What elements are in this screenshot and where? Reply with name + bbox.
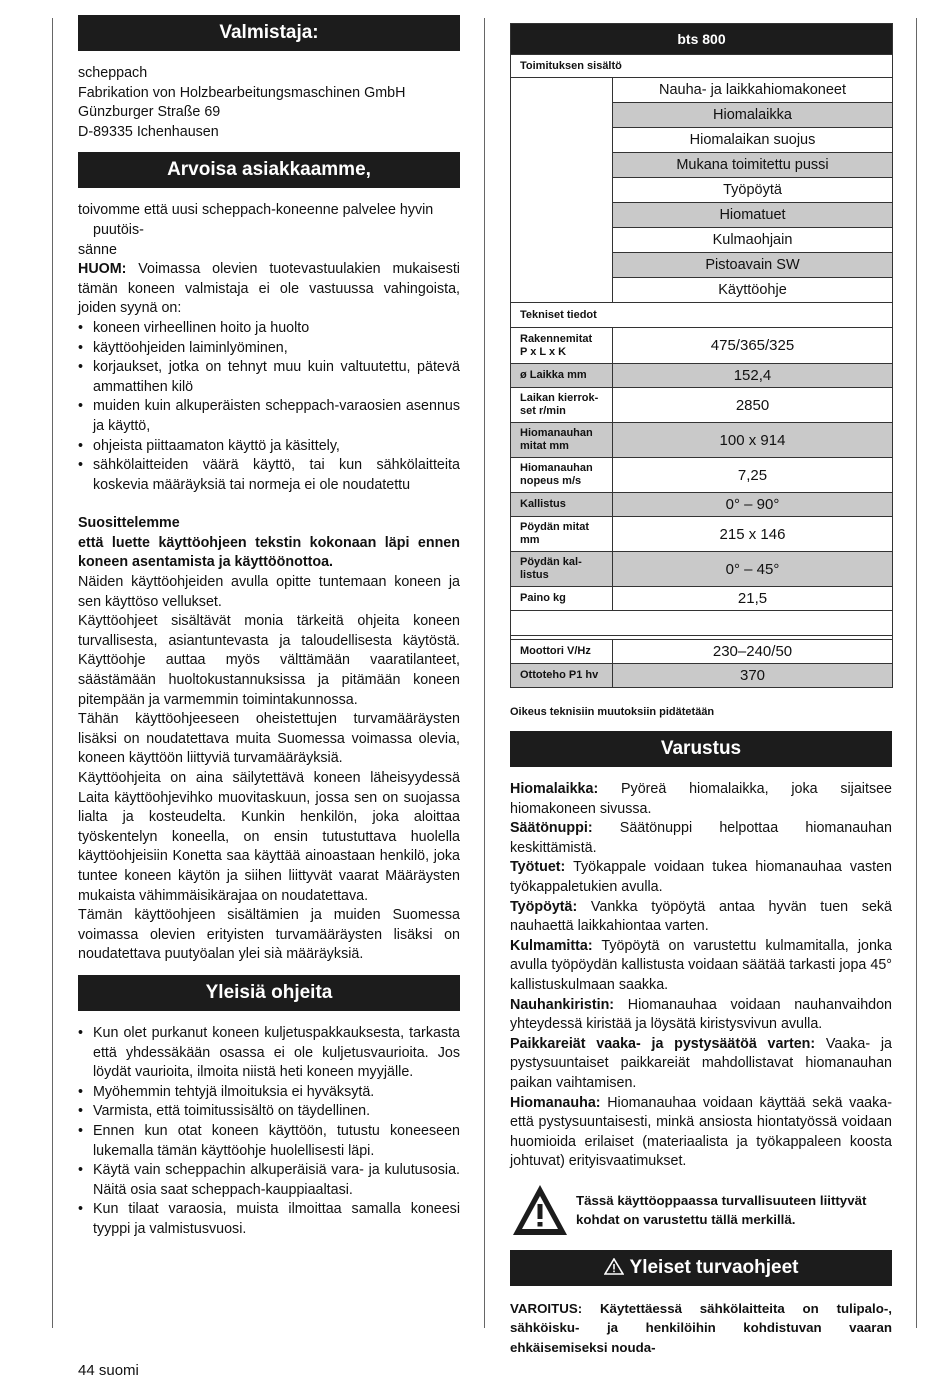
equipment-item: Työtuet: Työkappale voidaan tukea hiomanauhaa vasten työkappaletukien avulla. [510,859,892,895]
delivery-item: Työpöytä [613,178,893,203]
spec-value: 152,4 [613,364,893,388]
spec-value: 0° – 45° [613,552,893,587]
general-heading: Yleisiä ohjeita [78,975,460,1011]
spec-table [510,23,893,688]
paragraph: Näiden käyttöohjeiden avulla opitte tuntemaan koneen ja sen käyttöso vellukset. [78,574,460,610]
paragraph: Käyttöohjeet sisältävät monia tärkeitä ohjeita koneen turvallisesta, asiantuntevasta ja taloudellisesta käytöstä. Käyttöohje auttaa myös välttämään vaaratilanteet, säästämään huoltokustannuksissa ja pitämään koneen pitempään ja varmemmin toimintakunnossa. [78,613,460,708]
delivery-item: Nauha- ja laikkahiomakoneet [613,78,893,103]
recommend-title: Suosittelemme [78,515,180,532]
spec-value: 370 [613,664,893,688]
delivery-item: Käyttöohje [613,278,893,303]
intro-line: toivomme että uusi scheppach-koneenne palvelee hyvin [78,202,434,219]
list-item: • käyttöohjeiden laiminlyöminen, [78,339,460,359]
equipment-item: Työpöytä: Vankka työpöytä antaa hyvän tuen sekä nauhaettä laikkahiontaa varten. [510,898,892,935]
equipment-item: Säätönuppi: Säätönuppi helpottaa hiomanauhan keskittämistä. [510,820,892,856]
delivery-item: Hiomalaikan suojus [613,128,893,153]
paragraph: Tämän käyttöohjeen sisältämien ja muiden Suomessa voimassa olevien erityisten turvamääräysten lisäksi on noudatettava puutyöalan ylei sià määräyksiä. [78,907,460,963]
warning-small-icon [604,1258,624,1275]
delivery-item: Mukana toimitettu pussi [613,153,893,178]
list-item: • korjaukset, jotka on tehnyt muu kuin valtuutettu, pätevä ammattihen kilö [78,358,460,397]
delivery-label: Toimituksen sisältö [511,55,893,78]
delivery-blank-cell [511,78,613,303]
safety-heading [510,1250,892,1286]
address-line: D-89335 Ichenhausen [78,123,219,140]
paragraph: Käyttöohjeita on aina säilytettävä koneen läheisyydessä Laita käyttöohjevihko muovitaskuun, jossa sen on suojassa lialta ja kosteudelta. Kunkin henkilön, joka aloittaa työskentelyn koneella, on ensin tutustuttava huolella käyttöohjeisiin Konetta saa käyttää ainoastaan henkilö, joka tuntee koneen käytön ja siihen liittyvät vaarat Määräysten mukaista vähimmäisikärajaa on noudatettava. [78,770,460,904]
safety-heading-text: Yleiset turvaohjeet [629,1256,799,1278]
right-column [510,23,892,1358]
note-text: Voimassa olevien tuotevastuulakien mukaisesti tämän koneen valmistaja ei ole vastuussa vahingoista, joiden syynä on: [78,261,460,317]
spec-value: 475/365/325 [613,328,893,364]
list-item: • Varmista, että toimitussisältö on täydellinen. [78,1102,460,1122]
spec-value: 21,5 [613,587,893,611]
customer-section [78,201,460,965]
spec-value: 230–240/50 [613,640,893,664]
warning-note [510,1182,892,1238]
address-line: Fabrikation von Holzbearbeitungsmaschinen GmbH [78,84,406,101]
equipment-item: Hiomalaikka: Pyöreä hiomalaikka, joka sijaitsee hiomakoneen sivussa. [510,781,892,817]
list-item: • koneen virheellinen hoito ja huolto [78,319,460,339]
left-margin-rule [52,18,53,1328]
paragraph: Tähän käyttöohjeeseen oheistettujen turvamääräysten lisäksi on noudatettava muita Suomessa voimassa olevia, koneen käyttöön liittyviä turvamääräyksiä. [78,711,460,767]
list-item: • muiden kuin alkuperäisten scheppach-varaosien asennus ja käyttö, [78,397,460,436]
recommend-text: että luette käyttöohjeen tekstin kokonaan läpi ennen koneen asentamista ja käyttöönottoa. [78,534,460,571]
spec-label: Hiomanauhan nopeus m/s [511,458,613,493]
intro-line: sänne [78,241,117,258]
manufacturer-heading: Valmistaja: [78,15,460,51]
equipment-section [510,780,892,1172]
address-line: scheppach [78,65,148,81]
list-item: • Kun olet purkanut koneen kuljetuspakkauksesta, tarkasta että yhdessäkään osassa ei ole kuljetusvaurioita. Jos löydät vaurioita, ilmoita niistä heti koneen myyjälle. [78,1024,460,1083]
intro-line: puutöis- [93,221,144,238]
list-item: • Myöhemmin tehtyjä ilmoituksia ei hyväksytä. [78,1083,460,1103]
spec-label: ø Laikka mm [511,364,613,388]
spec-value: 215 x 146 [613,517,893,552]
spec-label: Hiomanauhan mitat mm [511,423,613,458]
spec-value: 7,25 [613,458,893,493]
spec-footnote: Oikeus teknisiin muutoksiin pidätetään [510,706,715,718]
liability-list [78,319,460,495]
spec-label: Paino kg [511,587,613,611]
page-number: 44 suomi [78,1362,139,1379]
spec-label: Laikan kierrok- set r/min [511,388,613,423]
spec-label: Moottori V/Hz [511,640,613,664]
list-item: • Käytä vain scheppachin alkuperäisiä vara- ja kulutusosia. Näitä osia saat scheppach-kauppiaaltasi. [78,1161,460,1200]
spec-label: Pöydän mitat mm [511,517,613,552]
delivery-item: Hiomatuet [613,203,893,228]
delivery-item: Hiomalaikka [613,103,893,128]
right-margin-rule [916,18,917,1328]
spec-label: Pöydän kal- listus [511,552,613,587]
center-rule [484,18,485,1328]
spec-value: 2850 [613,388,893,423]
note-label: HUOM: [78,261,127,278]
general-list [78,1024,460,1240]
spec-label: Ottoteho P1 hv [511,664,613,688]
equipment-item: Kulmamitta: Työpöytä on varustettu kulmamitalla, jonka avulla työpöydän kallistusta voidaan säätää tarkasti jopa 45° kallistuskulmaan saakka. [510,937,892,993]
equipment-item: Hiomanauha: Hiomanauhaa voidaan käyttää sekä vaaka- että pystysuuntaisesti, minkä ansiosta hiontatyössä voidaan huomioida erilaiset (materiaalista ja työkappaleen koosta johtuvat) erityisvaatimukset. [510,1094,892,1170]
warning-triangle-icon [510,1182,570,1238]
equipment-heading: Varustus [510,731,892,767]
spec-label: Kallistus [511,493,613,517]
list-item: • sähkölaitteiden väärä käyttö, tai kun sähkölaitteita koskevia määräyksiä tai normeja ei ole noudatettu [78,456,460,495]
left-column [78,15,460,1239]
manufacturer-address [78,64,460,142]
equipment-item: Paikkareiät vaaka- ja pystysäätöä varten: Vaaka- ja pystysuuntaiset paikkareiät mahdollistavat hiomanauhan paikan vaihtamisen. [510,1035,892,1091]
delivery-item: Pistoavain SW [613,253,893,278]
safety-warning: VAROITUS: Käytettäessä sähkölaitteita on tulipalo-, sähköisku- ja henkilöihin kohdistuvan vaaran ehkäisemiseksi nouda- [510,1300,892,1356]
customer-heading: Arvoisa asiakkaamme, [78,152,460,188]
address-line: Günzburger Straße 69 [78,104,221,121]
list-item: • ohjeista piittaamaton käyttö ja käsittely, [78,437,460,457]
tech-label: Tekniset tiedot [511,303,893,328]
warning-note-text: Tässä käyttöoppaassa turvallisuuteen liittyvät kohdat on varustettu tällä merkillä. [576,1192,867,1227]
spec-spacer-row [511,611,893,636]
note-paragraph [78,260,460,319]
delivery-item: Kulmaohjain [613,228,893,253]
list-item: • Ennen kun otat koneen käyttöön, tutustu koneeseen lukemalla tämän käyttöohje huolellisesti läpi. [78,1122,460,1161]
spec-value: 0° – 90° [613,493,893,517]
spec-value: 100 x 914 [613,423,893,458]
model-header: bts 800 [511,24,893,55]
spec-label: Rakennemitat P x L x K [511,328,613,364]
list-item: • Kun tilaat varaosia, muista ilmoittaa samalla koneesi tyyppi ja valmistusvuosi. [78,1200,460,1239]
equipment-item: Nauhankiristin: Hiomanauhaa voidaan nauhanvaihdon yhteydessä kiristää ja löysätä kiristysvivun avulla. [510,996,892,1033]
